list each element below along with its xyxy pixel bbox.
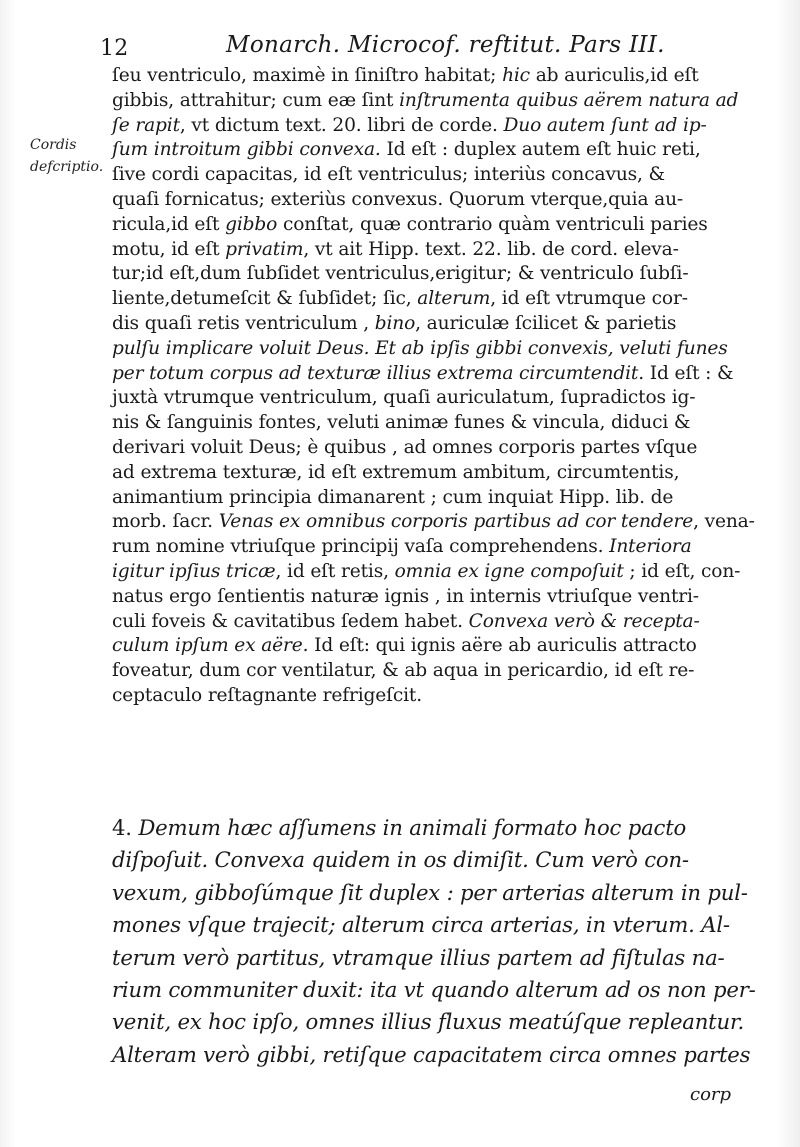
text-segment: gibbo [225, 213, 278, 235]
text-segment: omnia ex igne compoſuit [394, 560, 624, 582]
text-segment: nis & ſanguinis fontes, veluti animæ funes & vincula, diduci & [112, 412, 691, 434]
text-segment: mones vſque trajecit; alterum circa arterias, in vterum. Al- [112, 912, 730, 938]
text-segment: , auriculæ ſcilicet & parietis [415, 312, 677, 334]
text-segment: ceptaculo reſtagnante refrigeſcit. [112, 684, 423, 706]
text-line [112, 974, 756, 1006]
text-segment: hic [502, 65, 530, 86]
text-line [112, 510, 755, 535]
text-segment: bino [374, 312, 416, 334]
text-segment: , vena- [693, 511, 755, 533]
text-segment: morb. ſacr. [112, 511, 219, 533]
text-segment: alterum [417, 288, 491, 310]
text-segment: ſive cordi capacitas, id eſt ventriculus; interiùs concavus, & [112, 164, 665, 186]
text-segment: quaſi fornicatus; exteriùs convexus. Quorum vterque,quia au- [112, 188, 684, 210]
running-title: Monarch. Microcof. reftitut. Pars III. [226, 32, 665, 58]
margin-note-line: Cordis [30, 137, 77, 153]
text-line [112, 634, 740, 659]
text-segment: dis quaſi retis ventriculum , [112, 312, 375, 334]
text-segment: rum nomine vtriuſque principij vaſa comprehendens. [112, 536, 610, 558]
catchword: corp [690, 1084, 732, 1105]
text-segment: culum ipſum ex aëre. [112, 635, 309, 657]
text-segment: Id eſt: qui ignis aëre ab auriculis attracto [308, 635, 697, 657]
text-line [112, 942, 742, 974]
text-line [112, 64, 740, 89]
text-segment: Id eſt : & [644, 362, 734, 384]
text-line [112, 262, 740, 287]
text-segment: , id eſt vtrumque cor- [490, 288, 688, 310]
text-segment: tur;id eſt,dum ſubſidet ventriculus,erigitur; & ventriculo ſubſi- [112, 263, 689, 285]
text-line [112, 89, 740, 114]
text-segment: derivari voluit Deus; è quibus , ad omnes corporis partes vſque [112, 436, 698, 458]
main-paragraph [112, 64, 755, 709]
text-segment: privatim [225, 238, 304, 260]
text-line [112, 386, 740, 411]
text-segment: ſum introitum gibbi convexa. [112, 139, 381, 161]
text-segment: , vt dictum text. 20. libri de corde. [179, 114, 504, 136]
text-segment: , id eſt retis, [275, 560, 395, 582]
text-line [112, 585, 740, 610]
text-line [112, 844, 742, 876]
text-segment: liente,detumeſcit & ſubſidet; ſic, [112, 288, 418, 310]
text-segment: ; id eſt, con- [623, 560, 741, 582]
text-line [112, 188, 740, 213]
page-number: 12 [100, 36, 129, 61]
text-line [112, 610, 740, 635]
text-segment: ad extrema texturæ, id eſt extremum ambitum, circumtentis, [112, 461, 680, 483]
text-segment: Demum hæc aſſumens in animali formato hoc pacto [138, 815, 687, 840]
text-line [112, 238, 740, 263]
text-segment: Venas ex omnibus corporis partibus ad cor tendere [218, 511, 694, 533]
text-line [112, 163, 740, 188]
text-line [112, 1006, 745, 1038]
text-segment: culi foveis & cavitatibus ſedem habet. [112, 610, 469, 632]
text-line [112, 213, 740, 238]
text-line [112, 312, 740, 337]
text-segment: conſtat, quæ contrario quàm ventriculi paries [277, 213, 708, 235]
text-segment: Id eſt : duplex autem eſt huic reti, [380, 139, 701, 161]
text-segment: 4. [112, 815, 139, 840]
margin-note-line: defcriptio. [30, 159, 104, 175]
text-line [112, 436, 740, 461]
text-segment: animantium principia dimanarent ; cum inquiat Hipp. lib. de [112, 486, 674, 508]
text-line [112, 812, 742, 844]
text-line [112, 1039, 751, 1071]
text-line [112, 659, 740, 684]
text-segment: Interiora [609, 536, 692, 558]
text-line [112, 362, 740, 387]
margin-note [30, 134, 108, 178]
text-line [112, 877, 748, 909]
text-segment: juxtà vtrumque ventriculum, quaſi auriculatum, ſupradictos ig- [112, 387, 696, 409]
text-segment: foveatur, dum cor ventilatur, & ab aqua in pericardio, id eſt re- [112, 660, 695, 682]
text-segment: Convexa verò & recepta- [468, 610, 700, 632]
text-segment: ſe rapit [112, 114, 180, 136]
text-segment: Duo autem ſunt ad ip- [503, 114, 707, 136]
text-segment: rium communiter duxit: ita vt quando alterum ad os non per- [112, 976, 756, 1002]
text-segment: igitur ipſius tricæ [112, 560, 276, 582]
running-header [100, 30, 740, 66]
text-line [112, 114, 740, 139]
text-segment: venit, ex hoc ipſo, omnes illius fluxus meatúſque repleantur. [112, 1009, 745, 1035]
text-line [112, 909, 742, 941]
text-segment: ab auriculis,id eſt [529, 65, 699, 86]
text-line [112, 486, 740, 511]
text-segment: motu, id eſt [112, 238, 226, 260]
text-segment: gibbis, attrahitur; cum eæ ſint [112, 89, 400, 111]
text-line [112, 411, 740, 436]
text-line [112, 287, 740, 312]
text-line [112, 138, 740, 163]
text-segment: terum verò partitus, vtramque illius partem ad fiſtulas na- [112, 944, 725, 970]
text-line [112, 684, 740, 709]
text-line [112, 337, 740, 362]
text-line [112, 535, 740, 560]
text-segment: inſtrumenta quibus aërem natura ad [399, 89, 739, 111]
paragraph-4 [112, 812, 756, 1071]
text-segment: ricula,id eſt [112, 213, 226, 235]
text-line [112, 461, 740, 486]
text-segment: ſeu ventriculo, maximè in ſiniſtro habitat; [112, 65, 503, 86]
text-line [112, 560, 740, 585]
text-segment: Alteram verò gibbi, retiſque capacitatem circa omnes partes [112, 1041, 751, 1067]
text-segment: per totum corpus ad texturæ illius extrema circumtendit. [112, 362, 645, 384]
text-segment: vexum, gibboſúmque ſit duplex : per arterias alterum in pul- [112, 879, 748, 905]
text-segment: , vt ait Hipp. text. 22. lib. de cord. eleva- [303, 238, 679, 260]
text-segment: pulſu implicare voluit Deus. Et ab ipſis gibbi convexis, veluti funes [112, 337, 728, 359]
text-segment: diſpoſuit. Convexa quidem in os dimiſit. Cum verò con- [112, 847, 689, 873]
text-segment: natus ergo ſentientis naturæ ignis , in internis vtriuſque ventri- [112, 585, 699, 607]
